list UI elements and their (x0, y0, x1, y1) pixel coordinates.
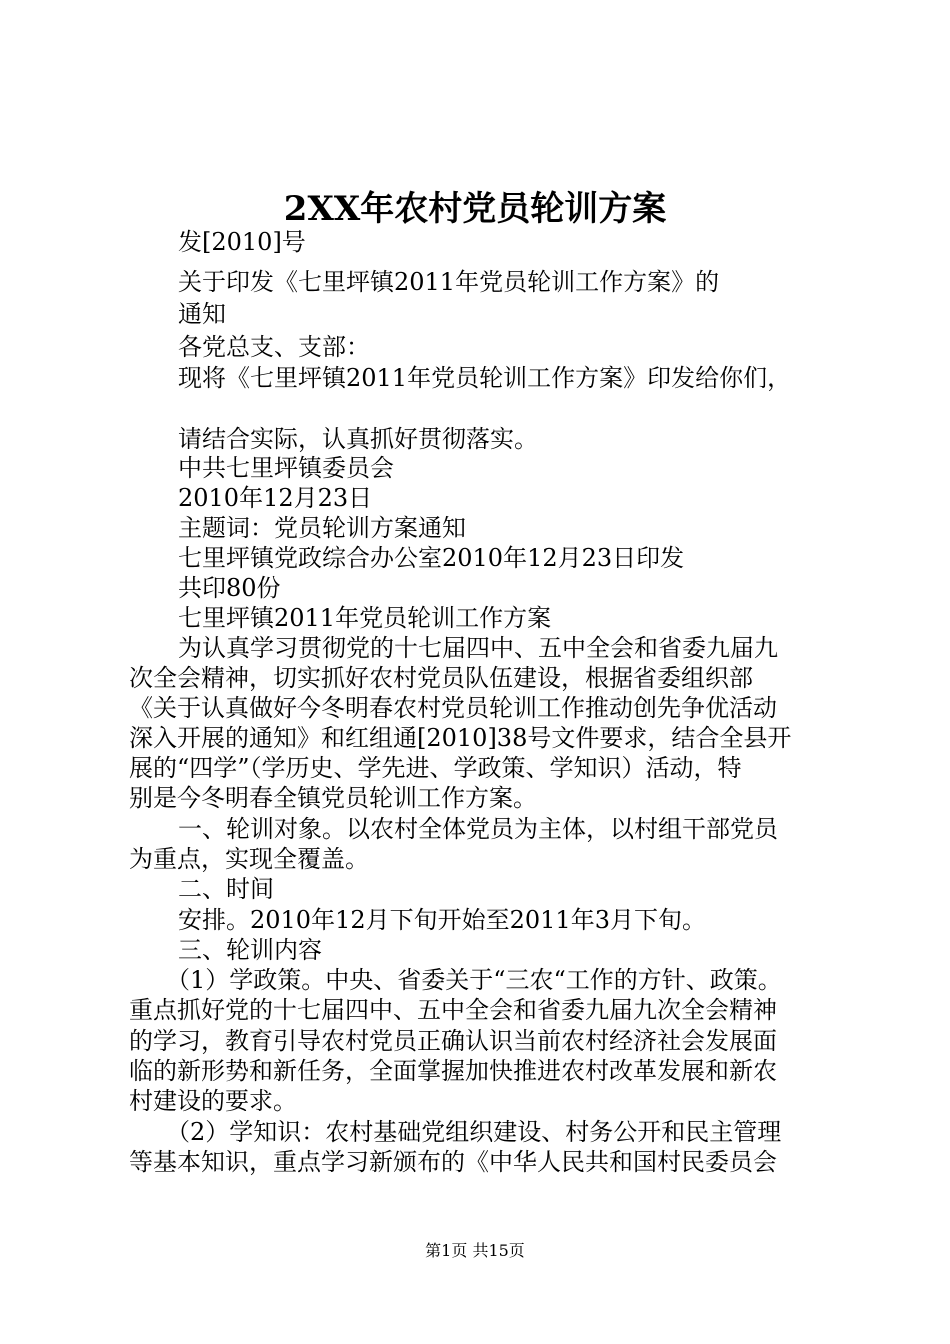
copies-count: 共印80份 (178, 574, 281, 602)
item-one-line: （1）学政策。中央、省委关于“三农“工作的方针、政策。 (166, 966, 782, 994)
item-one-line: 村建设的要求。 (129, 1087, 297, 1115)
notice-title-line-1: 关于印发《七里坪镇2011年党员轮训工作方案》的 (178, 268, 720, 296)
page-footer: 第1页 共15页 (425, 1241, 525, 1260)
print-info: 七里坪镇党政综合办公室2010年12月23日印发 (178, 544, 685, 572)
item-one-line: 临的新形势和新任务，全面掌握加快推进农村改革发展和新农 (129, 1057, 777, 1085)
doc-number: 发[2010]号 (178, 228, 306, 256)
section-two-heading: 二、时间 (178, 875, 274, 903)
notice-title-line-2: 通知 (178, 300, 226, 328)
paragraph-line: 次全会精神，切实抓好农村党员队伍建设，根据省委组织部 (129, 664, 753, 692)
item-one-line: 重点抓好党的十七届四中、五中全会和省委九届九次全会精神 (129, 996, 777, 1024)
body-line: 现将《七里坪镇2011年党员轮训工作方案》印发给你们， (178, 364, 792, 392)
issue-date: 2010年12月23日 (178, 484, 373, 512)
item-two-line: （2）学知识：农村基础党组织建设、村务公开和民主管理 (166, 1118, 782, 1146)
section-one-line: 一、轮训对象。以农村全体党员为主体，以村组干部党员 (178, 815, 778, 843)
item-one-line: 的学习，教育引导农村党员正确认识当前农村经济社会发展面 (129, 1027, 777, 1055)
subject-words: 主题词：党员轮训方案通知 (178, 514, 466, 542)
section-three-heading: 三、轮训内容 (178, 936, 322, 964)
plan-heading: 七里坪镇2011年党员轮训工作方案 (178, 604, 552, 632)
body-line: 请结合实际，认真抓好贯彻落实。 (178, 425, 538, 453)
salutation: 各党总支、支部： (178, 333, 370, 361)
item-two-line: 等基本知识，重点学习新颁布的《中华人民共和国村民委员会 (129, 1148, 777, 1176)
paragraph-line: 深入开展的通知》和红组通[2010]38号文件要求，结合全县开 (129, 724, 792, 752)
section-two-line: 安排。2010年12月下旬开始至2011年3月下旬。 (178, 906, 706, 934)
issuer: 中共七里坪镇委员会 (178, 454, 394, 482)
paragraph-line: 《关于认真做好今冬明春农村党员轮训工作推动创先争优活动 (129, 694, 777, 722)
paragraph-line: 别是今冬明春全镇党员轮训工作方案。 (129, 784, 537, 812)
section-one-line: 为重点，实现全覆盖。 (129, 845, 369, 873)
document-title: 2XX年农村党员轮训方案 (283, 189, 667, 229)
paragraph-line: 展的“四学”（学历史、学先进、学政策、学知识）活动，特 (129, 754, 742, 782)
paragraph-line: 为认真学习贯彻党的十七届四中、五中全会和省委九届九 (178, 634, 778, 662)
